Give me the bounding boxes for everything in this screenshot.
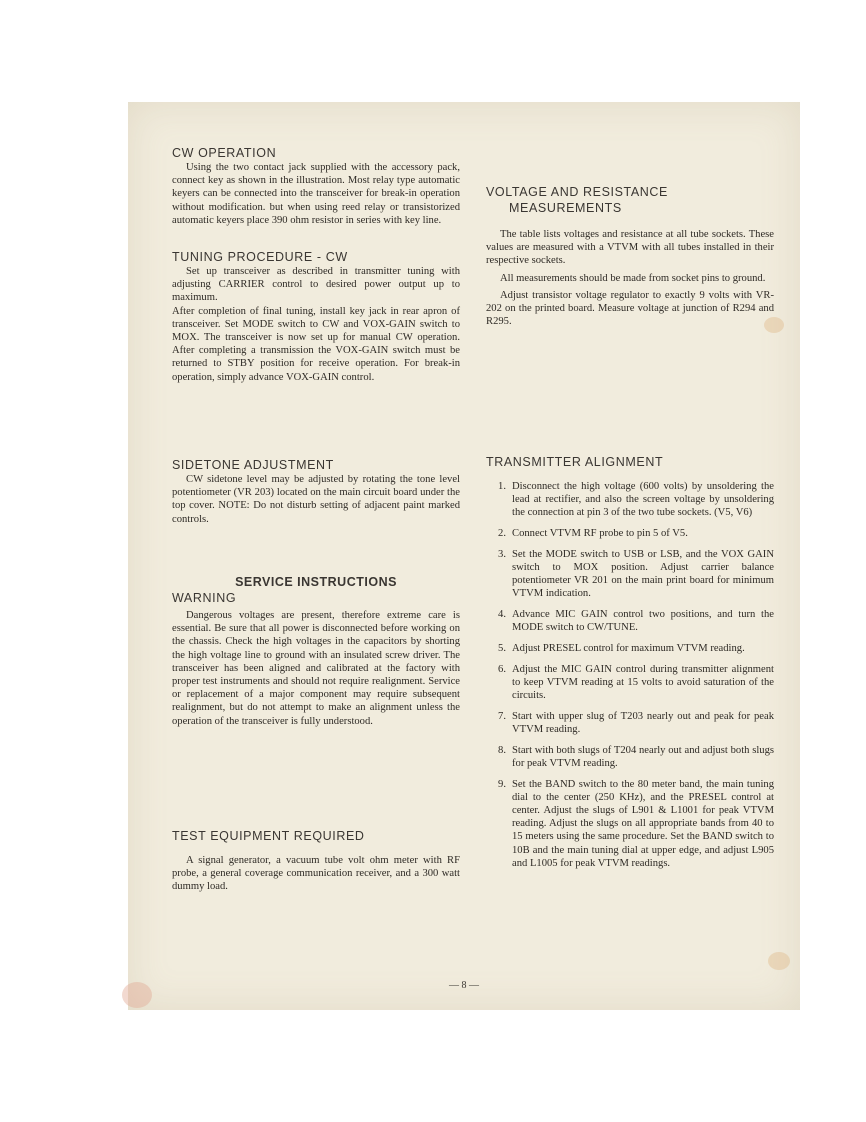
service-instructions-heading: SERVICE INSTRUCTIONS xyxy=(235,575,397,589)
tuning-procedure-text-2: After completion of final tuning, install key jack in rear apron of transceiver. Set MODE switch to CW and VOX-GAIN switch to MOX. The transceiver is now set up for manual CW operation. After completing a transmission the VOX-GAIN switch must be returned to STBY position for receive operation. For break-in operation, simply advance VOX-GAIN control. xyxy=(172,305,460,383)
step-number: 6. xyxy=(498,663,506,675)
step-text: Start with upper slug of T203 nearly out and peak for peak VTVM reading. xyxy=(512,710,774,736)
left-column xyxy=(172,145,460,384)
sidetone-heading: SIDETONE ADJUSTMENT xyxy=(172,458,334,472)
paper-stain xyxy=(768,952,790,970)
step-text: Adjust the MIC GAIN control during transmitter alignment to keep VTVM reading at 15 volts to avoid saturation of the circuits. xyxy=(512,663,774,702)
warning-heading: WARNING xyxy=(172,591,237,605)
alignment-steps xyxy=(486,480,774,870)
list-item xyxy=(486,608,774,634)
voltage-text-3: Adjust transistor voltage regulator to exactly 9 volts with VR-202 on the printed board. Measure voltage at junction of R294 and R295. xyxy=(486,289,774,328)
step-text: Disconnect the high voltage (600 volts) by unsoldering the lead at rectifier, and also the screen voltage by unsoldering the connection at pin 3 of the two tube sockets. (V5, V6) xyxy=(512,481,774,519)
list-item xyxy=(486,527,774,540)
list-item xyxy=(486,480,774,520)
transmitter-alignment-heading: TRANSMITTER ALIGNMENT xyxy=(486,455,664,469)
step-text: Connect VTVM RF probe to pin 5 of V5. xyxy=(512,528,688,540)
step-text: Start with both slugs of T204 nearly out and adjust both slugs for peak VTVM reading. xyxy=(512,744,774,769)
list-item xyxy=(486,642,774,655)
step-text: Advance MIC GAIN control two positions, and turn the MODE switch to CW/TUNE. xyxy=(512,609,774,634)
step-text: Set the MODE switch to USB or LSB, and the VOX GAIN switch to MOX position. Adjust carrier balance potentiometer VR 201 on the main print board for minimum VTVM indication. xyxy=(512,548,774,600)
cw-operation-text: Using the two contact jack supplied with the accessory pack, connect key as shown in the illustration. Most relay type automatic keyers can be connected into the transceiver for break-in operation without modification. but when using reed relay or transistorized automatic keyers place 390 ohm resistor in series with key line. xyxy=(172,162,460,226)
tuning-procedure-heading: TUNING PROCEDURE - CW xyxy=(172,250,348,265)
warning-text: Dangerous voltages are present, therefore extreme care is essential. Be sure that all power is disconnected before working on the chassis. Check the high voltages in the capacitors by shorting the high voltage line to ground with an insulated screw driver. The transceiver has been aligned and calibrated at the factory with proper test instruments and should not require realignment. Service or replacement of a major component may require subsequent realignment, but do not attempt to make an alignment unless the operation of the transceiver is fully understood. xyxy=(172,610,460,727)
voltage-text-2: All measurements should be made from socket pins to ground. xyxy=(500,272,766,284)
sidetone-text: CW sidetone level may be adjusted by rotating the tone level potentiometer (VR 203) located on the main circuit board under the top cover. NOTE: Do not disturb setting of adjacent paint marked controls. xyxy=(172,474,460,525)
manual-page xyxy=(128,102,800,1010)
right-column-voltage xyxy=(486,184,774,328)
step-number: 2. xyxy=(498,528,506,540)
step-text: Set the BAND switch to the 80 meter band, the main tuning dial to the center (250 KHz), and the PRESEL control at center. Adjust the slugs of L901 & L1001 for peak VTVM reading. Adjust the slugs on all appropriate bands from 40 to 15 meters using the same procedure. Set the BAND switch to 10B and the main tuning dial at upper edge, and adjust L905 and L1005 for peak VTVM readings. xyxy=(512,778,774,869)
test-equipment-text: A signal generator, a vacuum tube volt ohm meter with RF probe, a general coverage communication receiver, and a 300 watt dummy load. xyxy=(172,855,460,893)
voltage-heading-line1: VOLTAGE AND RESISTANCE xyxy=(486,185,668,199)
list-item xyxy=(486,548,774,601)
right-column-alignment xyxy=(486,454,774,878)
list-item xyxy=(486,744,774,770)
step-number: 8. xyxy=(498,744,506,756)
left-column-test xyxy=(172,828,460,894)
step-text: Adjust PRESEL control for maximum VTVM reading. xyxy=(512,643,745,655)
step-number: 3. xyxy=(498,548,506,560)
step-number: 7. xyxy=(498,710,506,722)
step-number: 9. xyxy=(498,778,506,790)
test-equipment-heading: TEST EQUIPMENT REQUIRED xyxy=(172,829,365,843)
tuning-procedure-text-1: Set up transceiver as described in transmitter tuning with adjusting CARRIER control to desired power output up to maximum. xyxy=(172,266,460,304)
list-item xyxy=(486,663,774,703)
left-column-service xyxy=(172,574,460,728)
voltage-text-1: The table lists voltages and resistance at all tube sockets. These values are measured with a VTVM with all tubes installed in their respective sockets. xyxy=(486,229,774,267)
list-item xyxy=(486,778,774,870)
list-item xyxy=(486,710,774,736)
page-number: — 8 — xyxy=(449,980,479,991)
voltage-heading-line2: MEASUREMENTS xyxy=(509,201,622,215)
step-number: 4. xyxy=(498,609,506,621)
cw-operation-heading: CW OPERATION xyxy=(172,146,277,160)
left-column-sidetone xyxy=(172,457,460,526)
step-number: 1. xyxy=(498,481,506,492)
step-number: 5. xyxy=(498,643,506,655)
